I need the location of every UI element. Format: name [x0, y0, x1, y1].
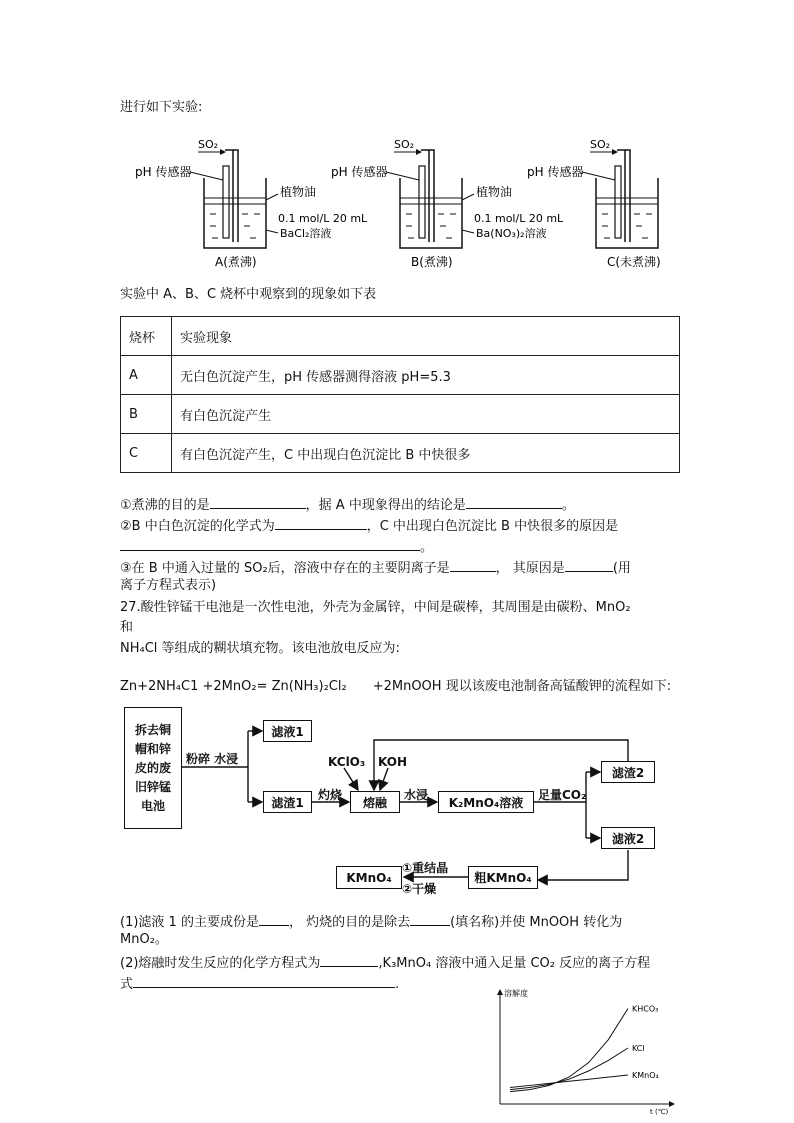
series-label: KHCO₃: [632, 1004, 659, 1014]
x-axis-label: t (℃): [650, 1108, 669, 1116]
kmno4-box: KMnO₄: [336, 866, 402, 889]
koh-label: KOH: [378, 755, 408, 769]
solubility-chart: [478, 982, 678, 1117]
p27-line-2: 和: [120, 620, 134, 635]
y-axis-label: 溶解度: [504, 989, 528, 998]
ph-sensor-label: pH 传感器: [331, 165, 388, 179]
q27-2-text-c: 式: [120, 977, 134, 992]
q1-text-c: 。: [561, 498, 575, 513]
q3-text-a: ③在 B 中通入过量的 SO₂后，溶液中存在的主要阴离子是: [120, 561, 450, 576]
ph-sensor-label: pH 传感器: [135, 165, 192, 179]
q1-text-a: ①煮沸的目的是: [120, 498, 210, 513]
intro-text: 进行如下实验:: [120, 100, 203, 115]
answer-blank[interactable]: [410, 912, 450, 926]
burn-label: 灼烧: [318, 788, 343, 802]
q2-text-a: ②B 中白色沉淀的化学式为: [120, 519, 275, 534]
q2-text-b: ，C 中出现白色沉淀比 B 中快很多的原因是: [366, 519, 619, 534]
beaker-caption: B(煮沸): [411, 255, 453, 269]
table-cell: 有白色沉淀产生: [172, 395, 680, 434]
q1-text-b: ，据 A 中现象得出的结论是: [305, 498, 466, 513]
residue-1-box: 滤渣1: [263, 791, 312, 813]
equation-part-b: +2MnOOH 现以该废电池制备高锰酸钾的流程如下:: [372, 679, 672, 694]
solution-label: BaCl₂溶液: [280, 227, 332, 240]
recrystallize-label: ①重结晶: [402, 861, 449, 875]
oil-label: 植物油: [280, 185, 317, 199]
series-label: KMnO₄: [632, 1071, 659, 1081]
excess-co2-label: 足量CO₂: [538, 788, 587, 802]
k2mno4-box: K₂MnO₄溶液: [438, 791, 534, 813]
table-cell: C: [121, 434, 172, 473]
q27-1-text-a: (1)滤液 1 的主要成份是: [120, 915, 259, 930]
question-3-cont: 离子方程式表示): [120, 578, 217, 593]
water-soak-label: 水浸: [404, 788, 429, 802]
so2-label: SO₂: [394, 138, 415, 151]
conc-label: 0.1 mol/L 20 mL: [278, 212, 368, 225]
q2-text-end: 。: [420, 540, 434, 555]
flow-start-box: [124, 707, 182, 829]
table-cell: B: [121, 395, 172, 434]
table-header-cell: 烧杯: [121, 317, 172, 356]
q3-text-b: ， 其原因是: [495, 561, 565, 576]
table-cell: 无白色沉淀产生，pH 传感器测得溶液 pH=5.3: [172, 356, 680, 395]
dry-label: ②干燥: [402, 882, 437, 896]
q27-2: [120, 953, 650, 972]
start-line: 帽和锌: [134, 741, 171, 756]
equation-part-a: Zn+2NH₄C1 +2MnO₂= Zn(NH₃)₂Cl₂: [120, 679, 347, 694]
q27-2-text-d: .: [395, 977, 400, 992]
q27-1-cont: MnO₂。: [120, 932, 168, 947]
answer-blank[interactable]: [133, 974, 395, 988]
series-line: [510, 1048, 628, 1090]
q27-1-text-b: ， 灼烧的目的是除去: [288, 915, 411, 930]
q27-1: [120, 912, 622, 931]
answer-blank[interactable]: [259, 912, 289, 926]
crush-soak-label: 粉碎 水浸: [186, 752, 239, 766]
start-line: 电池: [140, 798, 165, 813]
table-cell: A: [121, 356, 172, 395]
melt-box: 熔融: [350, 791, 400, 813]
q27-2-cont: [120, 974, 399, 993]
table-caption: 实验中 A、B、C 烧杯中观察到的现象如下表: [120, 287, 377, 302]
conc-label: 0.1 mol/L 20 mL: [474, 212, 564, 225]
crude-kmno4-box: 粗KMnO₄: [468, 866, 538, 889]
start-line: 旧锌锰: [134, 779, 171, 794]
filtrate-2-box: 滤液2: [601, 827, 655, 849]
answer-blank[interactable]: [320, 953, 378, 967]
filtrate-1-box: 滤液1: [263, 720, 312, 742]
table-cell: 有白色沉淀产生，C 中出现白色沉淀比 B 中快很多: [172, 434, 680, 473]
q27-2-text-b: ,K₃MnO₄ 溶液中通入足量 CO₂ 反应的离子方程: [378, 956, 651, 971]
residue-2-box: 滤渣2: [601, 761, 655, 783]
ph-sensor-label: pH 传感器: [527, 165, 584, 179]
start-line: 拆去铜: [134, 722, 171, 737]
table-header-cell: 实验现象: [172, 317, 680, 356]
so2-label: SO₂: [590, 138, 611, 151]
p27-line-1: 27.酸性锌锰干电池是一次性电池，外壳为金属锌，中间是碳棒，其周围是由碳粉、MnO₂: [120, 600, 631, 615]
beaker-caption: A(煮沸): [215, 255, 257, 269]
start-line: 皮的废: [134, 760, 171, 775]
solution-label: Ba(NO₃)₂溶液: [476, 227, 547, 240]
kclo3-label: KClO₃: [328, 755, 366, 769]
p27-line-3: NH₄Cl 等组成的糊状填充物。该电池放电反应为:: [120, 641, 400, 656]
so2-label: SO₂: [198, 138, 219, 151]
q27-1-text-c: (填名称)并使 MnOOH 转化为: [450, 915, 623, 930]
q27-2-text-a: (2)熔融时发生反应的化学方程式为: [120, 956, 321, 971]
series-label: KCl: [632, 1044, 645, 1053]
q3-text-c: (用: [612, 561, 631, 576]
oil-label: 植物油: [476, 185, 513, 199]
beaker-caption: C(未煮沸): [607, 255, 661, 269]
